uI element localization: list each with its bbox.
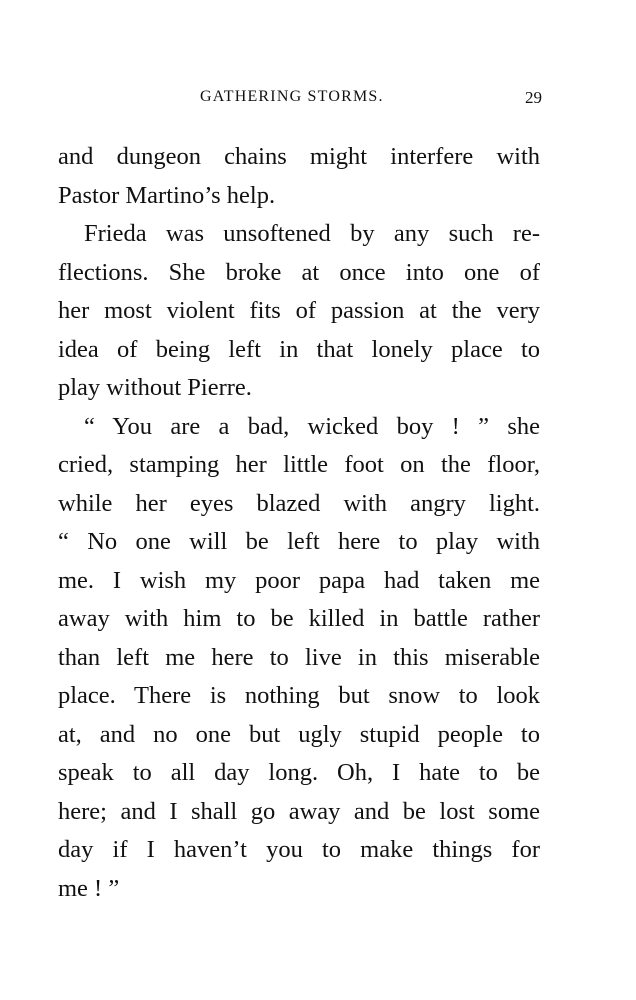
text-line: “ No one will be left here to play with — [58, 528, 540, 555]
text-line: and dungeon chains might interfere with — [58, 143, 540, 170]
text-line: day if I haven’t you to make things for — [58, 836, 540, 863]
running-title: GATHERING STORMS. — [200, 88, 384, 105]
text-line: her most violent fits of passion at the very — [58, 297, 540, 324]
text-line: than left me here to live in this miserable — [58, 643, 540, 671]
page-number: 29 — [525, 88, 542, 107]
text-line: away with him to be killed in battle rather — [58, 605, 540, 632]
text-line: place. There is nothing but snow to look — [58, 682, 540, 709]
text-line: cried, stamping her little foot on the floor, — [58, 451, 540, 478]
text-line: flections. She broke at once into one of — [58, 258, 540, 286]
body-text — [58, 138, 540, 908]
text-line: idea of being left in that lonely place to — [58, 335, 540, 363]
text-line: Frieda was unsoftened by any such re- — [84, 220, 540, 247]
text-line: while her eyes blazed with angry light. — [58, 489, 540, 517]
text-line: me ! ” — [58, 874, 120, 902]
text-line: at, and no one but ugly stupid people to — [58, 720, 540, 748]
text-line: play without Pierre. — [58, 374, 252, 401]
text-line: here; and I shall go away and be lost some — [58, 797, 540, 825]
text-line: speak to all day long. Oh, I hate to be — [58, 759, 540, 786]
text-line: Pastor Martino’s help. — [58, 181, 276, 209]
running-head — [58, 88, 542, 112]
text-line: me. I wish my poor papa had taken me — [58, 566, 540, 594]
text-line: “ You are a bad, wicked boy ! ” she — [84, 412, 540, 440]
